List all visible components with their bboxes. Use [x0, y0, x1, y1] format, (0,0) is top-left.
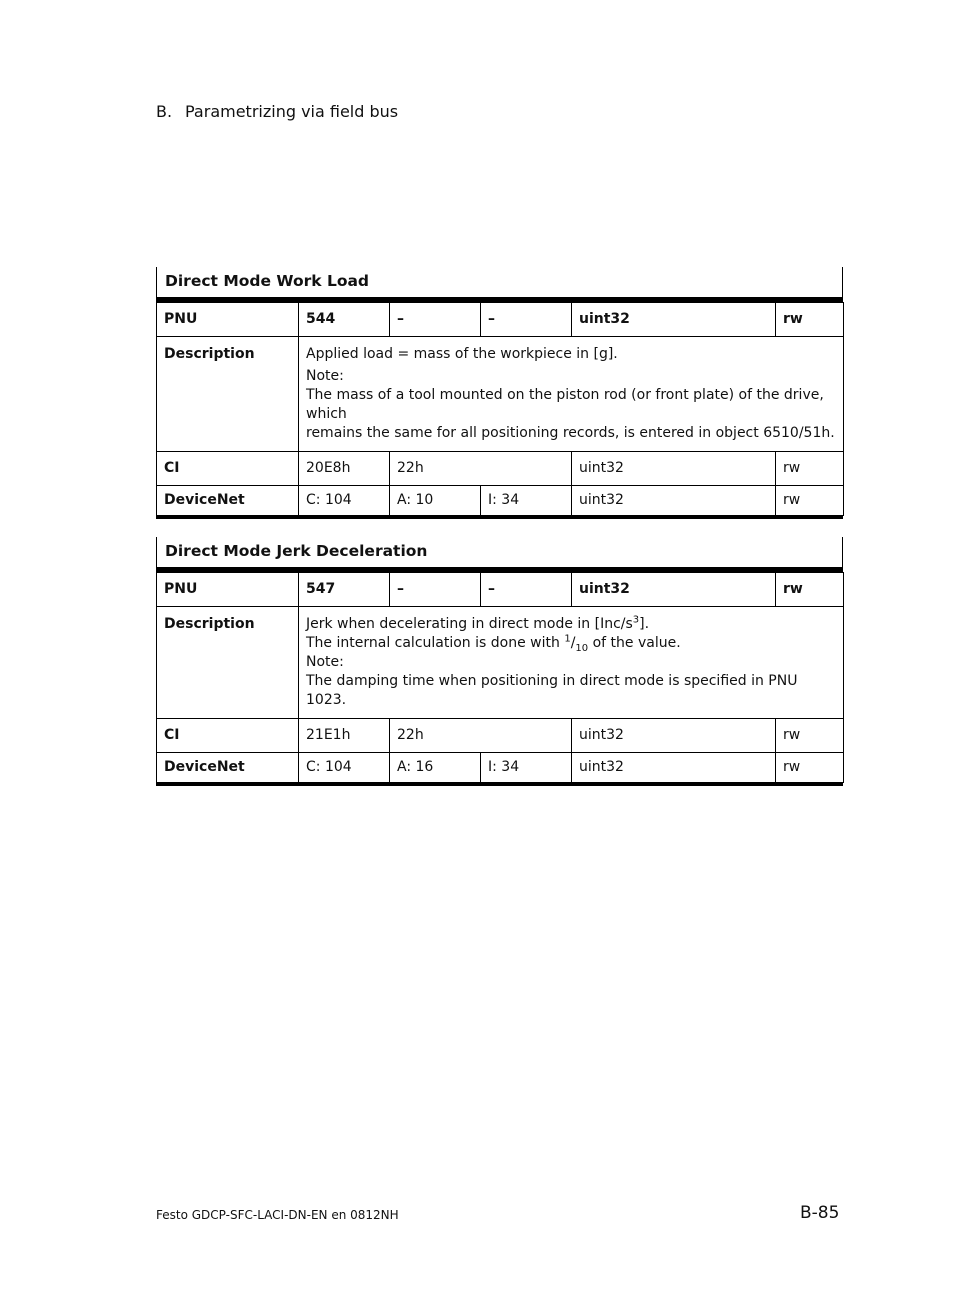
- ci-row: [157, 452, 844, 486]
- ci-type: uint32: [572, 719, 776, 753]
- ci-access: rw: [776, 452, 844, 486]
- ci-label: CI: [157, 452, 299, 486]
- devicenet-access: rw: [776, 486, 844, 516]
- description-line: The mass of a tool mounted on the piston rod (or front plate) of the drive, which: [306, 387, 824, 422]
- ci-index: 21E1h: [299, 719, 390, 753]
- description-text: [299, 607, 844, 719]
- devicenet-class: C: 104: [299, 486, 390, 516]
- ci-subindex: 22h: [390, 452, 572, 486]
- pnu-sub2: –: [481, 573, 572, 607]
- devicenet-instance: I: 34: [481, 486, 572, 516]
- description-text-part: Jerk when decelerating in direct mode in [Inc/s: [306, 616, 633, 632]
- devicenet-attribute: A: 16: [390, 753, 481, 783]
- table-title: Direct Mode Jerk Deceleration: [156, 537, 843, 567]
- pnu-number: 547: [299, 573, 390, 607]
- description-line: Note:: [306, 368, 344, 384]
- pnu-sub1: –: [390, 573, 481, 607]
- devicenet-type: uint32: [572, 753, 776, 783]
- devicenet-access: rw: [776, 753, 844, 783]
- description-row: [157, 607, 844, 719]
- description-line: [306, 634, 836, 653]
- description-text: [299, 337, 844, 452]
- section-title: Parametrizing via field bus: [185, 102, 399, 121]
- pnu-row: [157, 303, 844, 337]
- ci-type: uint32: [572, 452, 776, 486]
- table-bottom-rule: [156, 783, 843, 786]
- superscript: 3: [632, 614, 640, 626]
- fraction-slash: /: [570, 635, 576, 651]
- pnu-access: rw: [776, 303, 844, 337]
- pnu-access: rw: [776, 573, 844, 607]
- description-line: Note:: [306, 654, 344, 670]
- pnu-label: PNU: [157, 303, 299, 337]
- pnu-type: uint32: [572, 573, 776, 607]
- description-line: [306, 615, 836, 634]
- section-number: B.: [156, 102, 173, 121]
- description-row: [157, 337, 844, 452]
- ci-access: rw: [776, 719, 844, 753]
- section-header: [156, 102, 398, 121]
- parameter-table-jerk-deceleration: [156, 537, 843, 786]
- description-label: Description: [157, 607, 299, 719]
- devicenet-class: C: 104: [299, 753, 390, 783]
- pnu-row: [157, 573, 844, 607]
- description-label: Description: [157, 337, 299, 452]
- devicenet-type: uint32: [572, 486, 776, 516]
- pnu-number: 544: [299, 303, 390, 337]
- fraction-denominator: 10: [575, 642, 589, 654]
- devicenet-row: [157, 753, 844, 783]
- description-line: Applied load = mass of the workpiece in [g].: [306, 346, 618, 362]
- table-bottom-rule: [156, 516, 843, 519]
- devicenet-instance: I: 34: [481, 753, 572, 783]
- description-text-part: The internal calculation is done with: [306, 635, 565, 651]
- parameter-table: [156, 302, 844, 516]
- description-text-part: ].: [639, 616, 650, 632]
- description-line: The damping time when positioning in direct mode is specified in PNU 1023.: [306, 673, 798, 708]
- ci-subindex: 22h: [390, 719, 572, 753]
- devicenet-attribute: A: 10: [390, 486, 481, 516]
- table-title: Direct Mode Work Load: [156, 267, 843, 297]
- devicenet-label: DeviceNet: [157, 486, 299, 516]
- description-text-part: of the value.: [588, 635, 681, 651]
- pnu-sub2: –: [481, 303, 572, 337]
- description-line: remains the same for all positioning records, is entered in object 6510/51h.: [306, 425, 835, 441]
- footer-doc-ref: Festo GDCP-SFC-LACI-DN-EN en 0812NH: [156, 1208, 399, 1222]
- page-number: B-85: [800, 1203, 840, 1223]
- devicenet-row: [157, 486, 844, 516]
- pnu-type: uint32: [572, 303, 776, 337]
- parameter-table: [156, 572, 844, 783]
- ci-row: [157, 719, 844, 753]
- pnu-label: PNU: [157, 573, 299, 607]
- ci-index: 20E8h: [299, 452, 390, 486]
- pnu-sub1: –: [390, 303, 481, 337]
- ci-label: CI: [157, 719, 299, 753]
- devicenet-label: DeviceNet: [157, 753, 299, 783]
- fraction-numerator: 1: [564, 633, 571, 645]
- parameter-table-work-load: [156, 267, 843, 519]
